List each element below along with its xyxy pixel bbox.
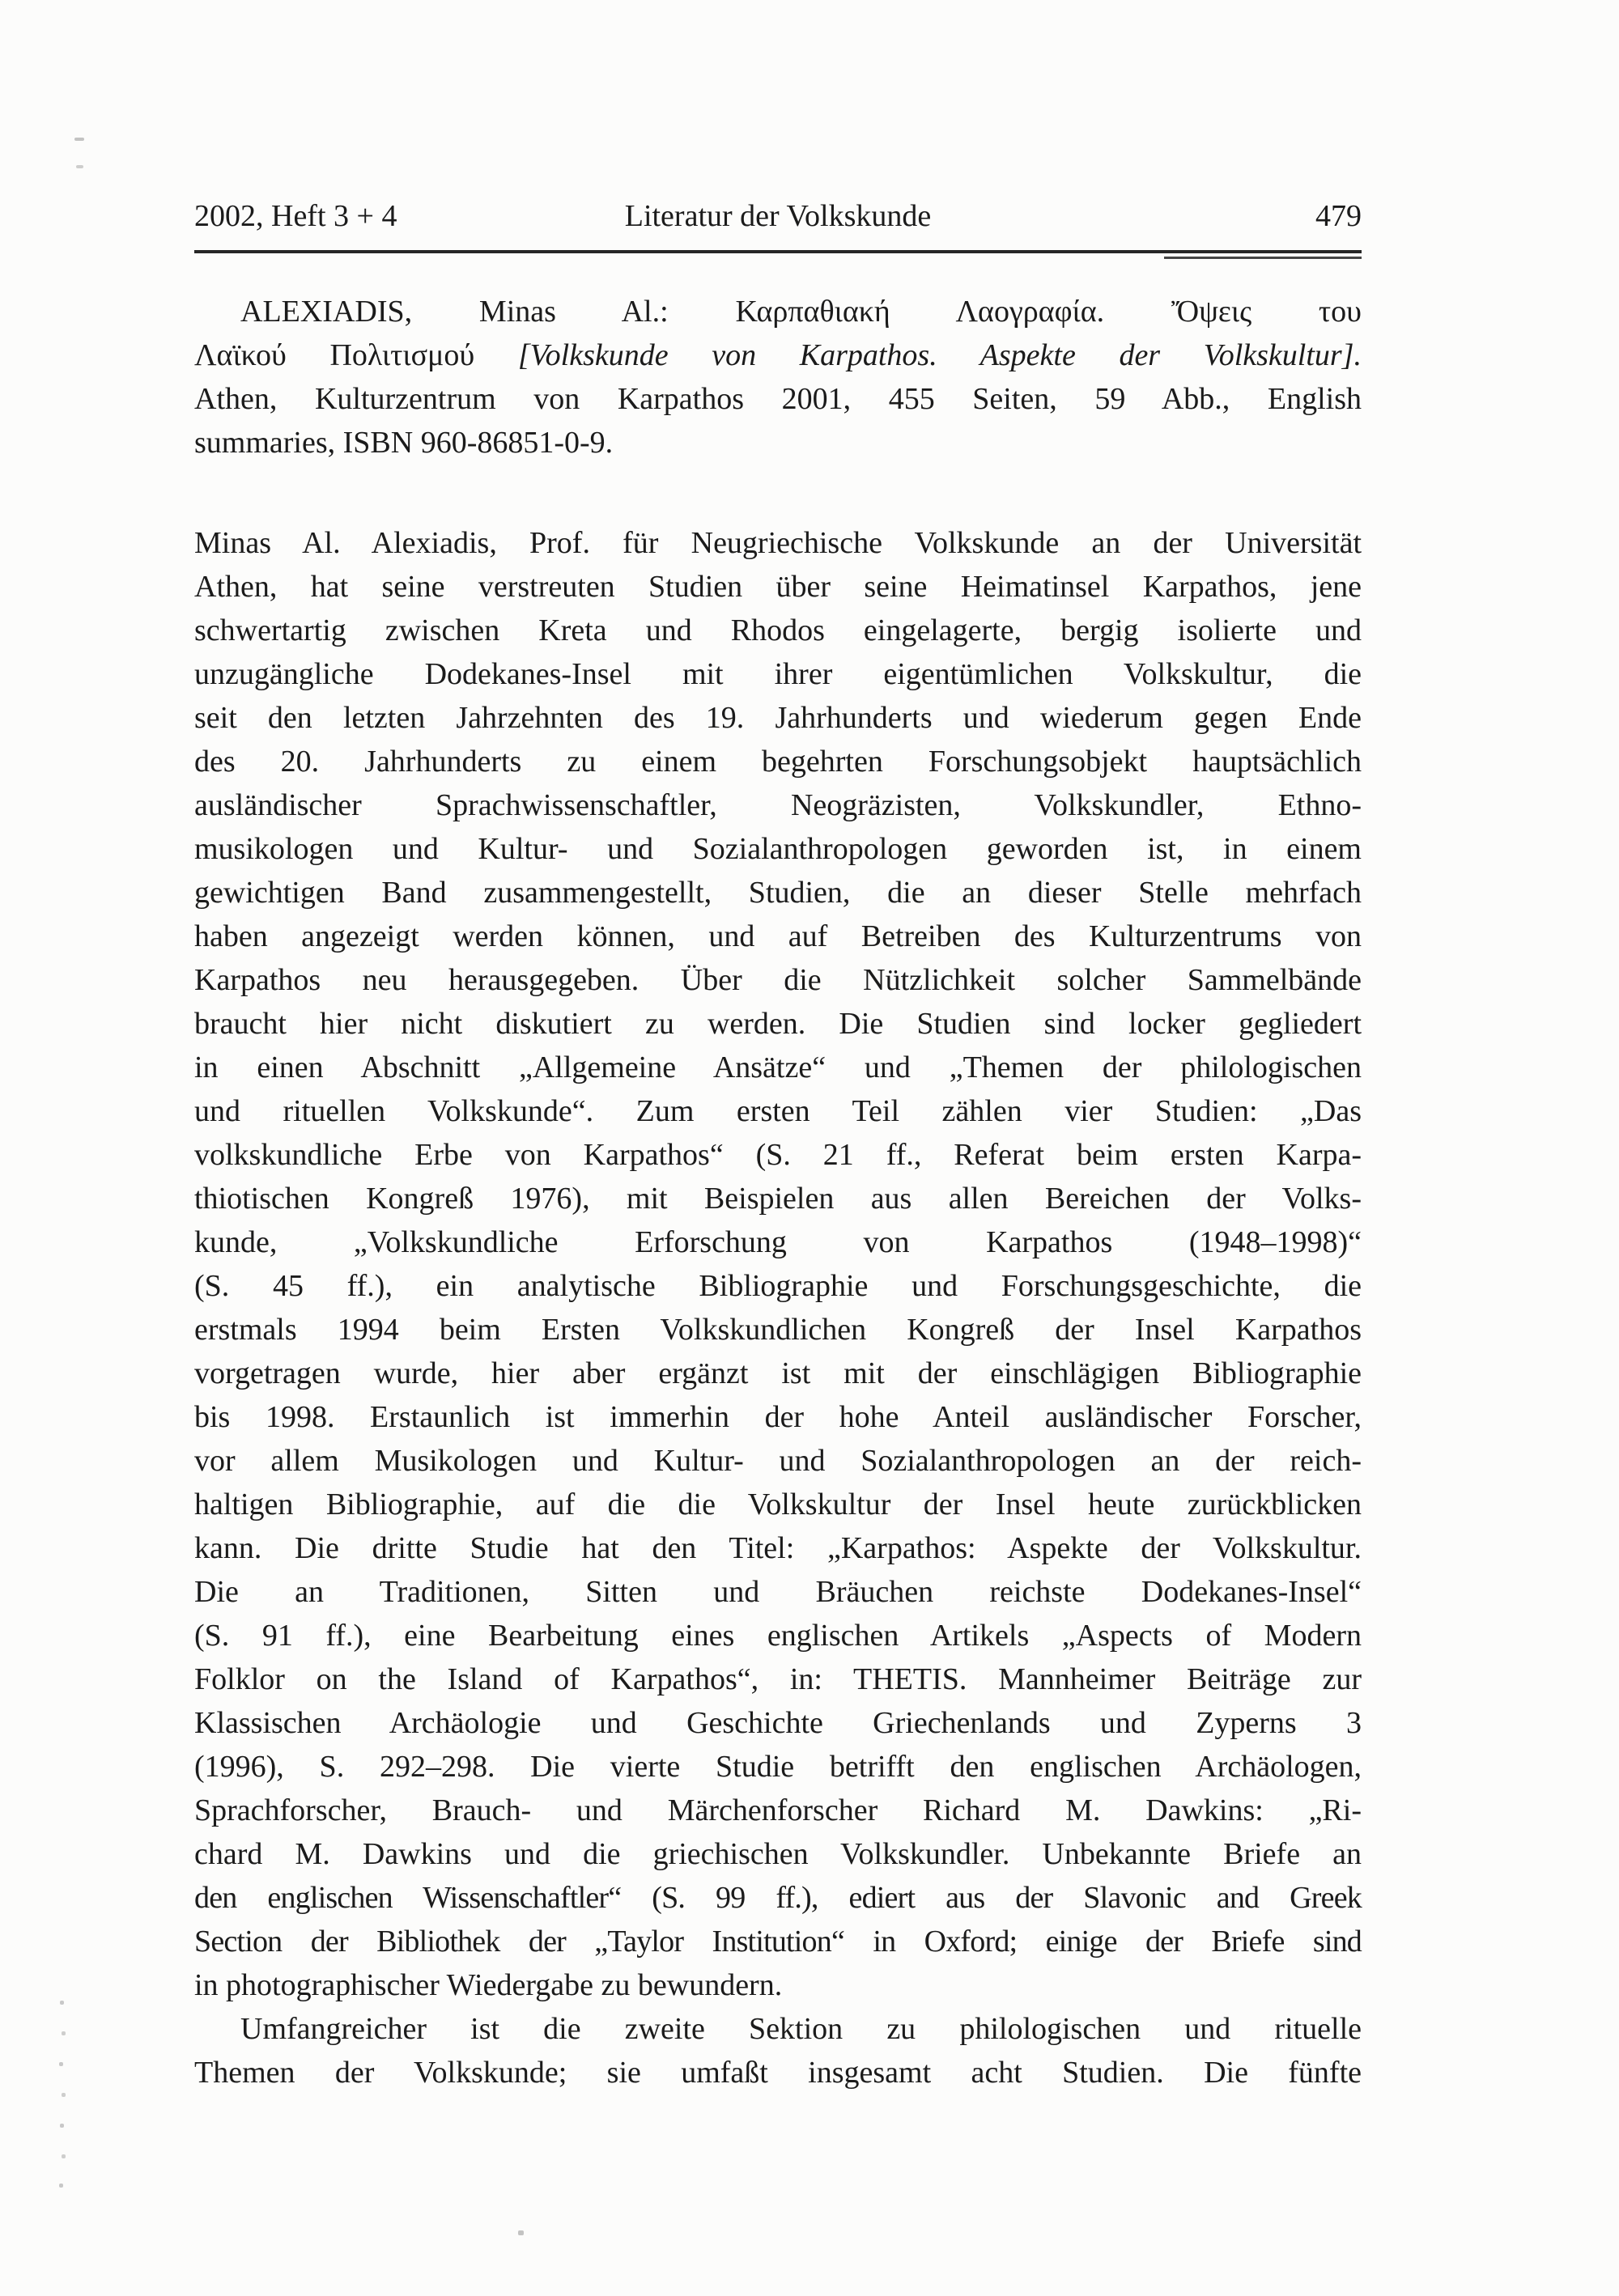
text-line: (1996), S. 292–298. Die vierte Studie betrifft den englischen Archäologen, — [194, 1750, 1362, 1784]
text-line: bis 1998. Erstaunlich ist immerhin der hohe Anteil ausländischer Forscher, — [194, 1400, 1362, 1434]
scan-artifact — [62, 2093, 66, 2097]
journal-header — [194, 197, 1362, 235]
text-line: Umfangreicher ist die zweite Sektion zu philologischen und rituelle — [240, 2012, 1362, 2046]
scan-artifact — [60, 2001, 64, 2005]
text-line: chard M. Dawkins und die griechischen Volkskundler. Unbekannte Briefe an — [194, 1837, 1362, 1871]
text-line: unzugängliche Dodekanes-Insel mit ihrer eigentümlichen Volkskultur, die — [194, 657, 1362, 691]
header-issue: 2002, Heft 3 + 4 — [194, 199, 397, 233]
scan-artifact — [74, 138, 84, 141]
text-line: schwertartig zwischen Kreta und Rhodos eingelagerte, bergig isolierte und — [194, 613, 1362, 647]
text-line: Section der Bibliothek der „Taylor Institution“ in Oxford; einige der Briefe sind — [194, 1925, 1362, 1959]
text-line: vorgetragen wurde, hier aber ergänzt ist mit der einschlägigen Bibliographie — [194, 1356, 1362, 1390]
text-line: kann. Die dritte Studie hat den Titel: „Karpathos: Aspekte der Volkskultur. — [194, 1531, 1362, 1565]
text-line: Minas Al. Alexiadis, Prof. für Neugriechische Volkskunde an der Universität — [194, 526, 1362, 560]
text-line: thiotischen Kongreß 1976), mit Beispielen aus allen Bereichen der Volks- — [194, 1182, 1362, 1216]
text-line: Karpathos neu herausgegeben. Über die Nützlichkeit solcher Sammelbände — [194, 963, 1362, 997]
paragraph — [194, 521, 1362, 2007]
text-line: Die an Traditionen, Sitten und Bräuchen reichste Dodekanes-Insel“ — [194, 1575, 1362, 1609]
text-line: Folklor on the Island of Karpathos“, in: THETIS. Mannheimer Beiträge zur — [194, 1662, 1362, 1696]
scan-artifact — [518, 2230, 524, 2235]
text-line: vor allem Musikologen und Kultur- und Sozialanthropologen an der reich- — [194, 1444, 1362, 1478]
reference-line: summaries, ISBN 960-86851-0-9. — [194, 426, 614, 460]
text-line: braucht hier nicht diskutiert zu werden. Die Studien sind locker gegliedert — [194, 1007, 1362, 1041]
review-body — [194, 521, 1362, 2094]
text-line: volkskundliche Erbe von Karpathos“ (S. 21 ff., Referat beim ersten Karpa- — [194, 1138, 1362, 1172]
scan-artifact — [59, 2184, 63, 2188]
text-line: Klassischen Archäologie und Geschichte Griechenlands und Zyperns 3 — [194, 1706, 1362, 1740]
text-line: des 20. Jahrhunderts zu einem begehrten Forschungsobjekt hauptsächlich — [194, 745, 1362, 779]
header-journal-title: Literatur der Volkskunde — [624, 199, 932, 233]
reference-line: ALEXIADIS, Minas Al.: Καρπαθιακή Λαογραφία. Ὄψεις του — [240, 295, 1362, 329]
text-line: Sprachforscher, Brauch- und Märchenforscher Richard M. Dawkins: „Ri- — [194, 1793, 1362, 1827]
text-line: und rituellen Volkskunde“. Zum ersten Teil zählen vier Studien: „Das — [194, 1094, 1362, 1128]
header-rule — [194, 250, 1362, 253]
reference-entry — [194, 290, 1362, 465]
text-line: in photographischer Wiedergabe zu bewundern. — [194, 1968, 783, 2002]
scan-artifact — [59, 2062, 63, 2066]
scan-artifact — [60, 2124, 64, 2128]
text-line: erstmals 1994 beim Ersten Volkskundlichen Kongreß der Insel Karpathos — [194, 1313, 1362, 1347]
reference-text-roman: Λαϊκού Πολιτισμού — [194, 338, 518, 372]
text-line: seit den letzten Jahrzehnten des 19. Jahrhunderts und wiederum gegen Ende — [194, 701, 1362, 735]
scan-artifact — [62, 2031, 66, 2035]
text-line: musikologen und Kultur- und Sozialanthropologen geworden ist, in einem — [194, 832, 1362, 866]
reference-line — [194, 333, 1362, 377]
text-line: (S. 45 ff.), ein analytische Bibliographie und Forschungsgeschichte, die — [194, 1269, 1362, 1303]
header-rule-fragment — [1164, 257, 1362, 259]
text-line: (S. 91 ff.), eine Bearbeitung eines englischen Artikels „Aspects of Modern — [194, 1619, 1362, 1653]
text-line: in einen Abschnitt „Allgemeine Ansätze“ und „Themen der philologischen — [194, 1050, 1362, 1084]
header-page-number: 479 — [1315, 199, 1362, 233]
scan-artifact — [76, 165, 83, 168]
text-line: haltigen Bibliographie, auf die die Volkskultur der Insel heute zurückblicken — [194, 1488, 1362, 1521]
paragraph — [194, 2007, 1362, 2094]
text-line: Themen der Volkskunde; sie umfaßt insgesamt acht Studien. Die fünfte — [194, 2056, 1362, 2090]
scan-artifact — [62, 2154, 66, 2158]
reference-line: Athen, Kulturzentrum von Karpathos 2001, 455 Seiten, 59 Abb., English — [194, 382, 1362, 416]
text-line: kunde, „Volkskundliche Erforschung von Karpathos (1948–1998)“ — [194, 1225, 1362, 1259]
text-line: Athen, hat seine verstreuten Studien über seine Heimatinsel Karpathos, jene — [194, 570, 1362, 604]
text-line: den englischen Wissenschaftler“ (S. 99 ff.), ediert aus der Slavonic and Greek — [194, 1881, 1362, 1915]
text-line: gewichtigen Band zusammengestellt, Studien, die an dieser Stelle mehrfach — [194, 876, 1362, 910]
reference-text-italic: [Volkskunde von Karpathos. Aspekte der Volkskultur]. — [517, 338, 1362, 372]
text-line: haben angezeigt werden können, und auf Betreiben des Kulturzentrums von — [194, 919, 1362, 953]
text-line: ausländischer Sprachwissenschaftler, Neogräzisten, Volkskundler, Ethno- — [194, 788, 1362, 822]
